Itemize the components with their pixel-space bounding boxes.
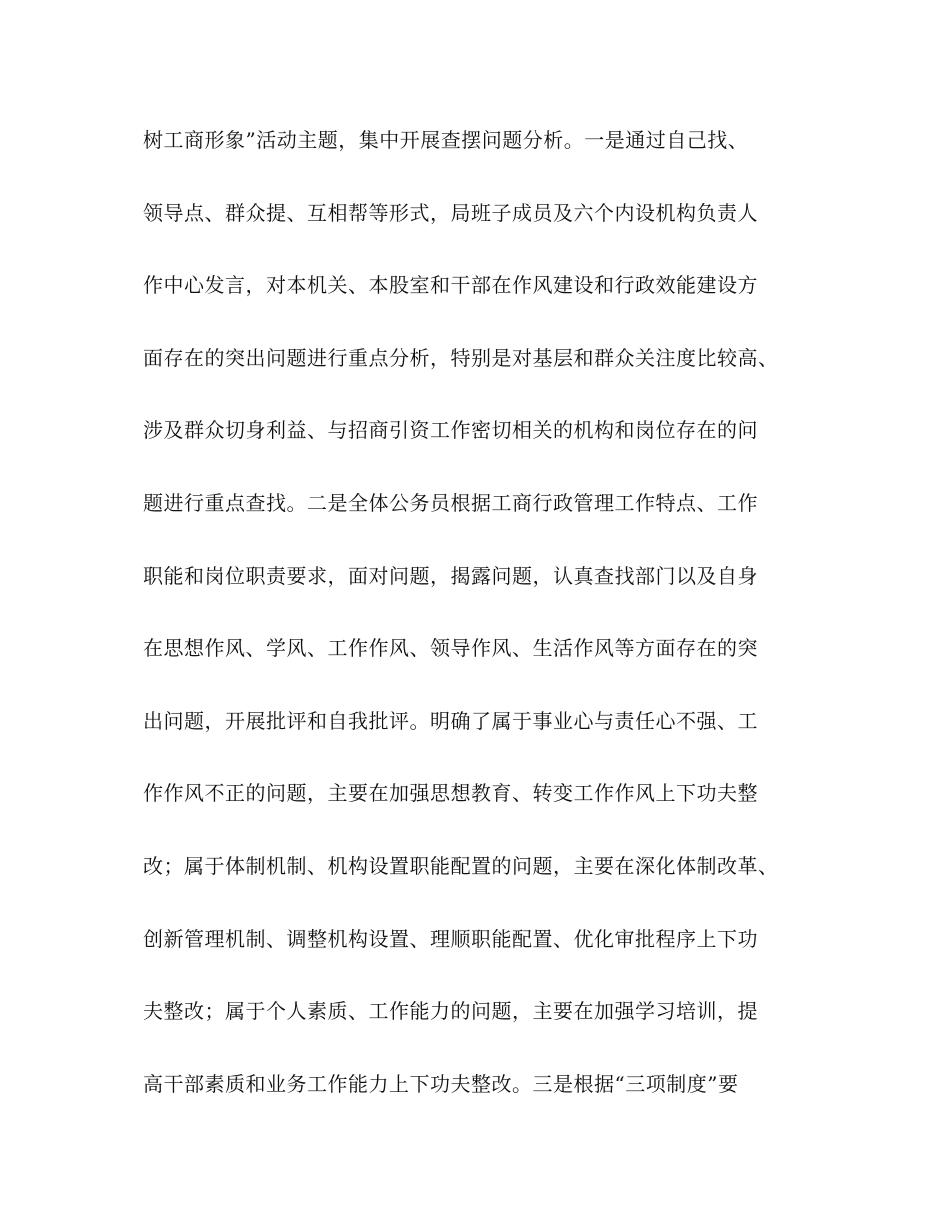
text-line-1: 树工商形象”活动主题，集中开展查摆问题分析。一是通过自己找、 xyxy=(143,128,749,152)
text-line-10: 作作风不正的问题，主要在加强思想教育、转变工作作风上下功夫整 xyxy=(143,781,758,806)
text-line-13: 夫整改；属于个人素质、工作能力的问题，主要在加强学习培训，提 xyxy=(143,999,758,1024)
text-line-6: 题进行重点查找。二是全体公务员根据工商行政管理工作特点、工作 xyxy=(143,490,758,515)
text-line-2: 领导点、群众提、互相帮等形式，局班子成员及六个内设机构负责人 xyxy=(143,200,758,225)
text-line-3: 作中心发言，对本机关、本股室和干部在作风建设和行政效能建设方 xyxy=(143,273,758,298)
text-line-12: 创新管理机制、调整机构设置、理顺职能配置、优化审批程序上下功 xyxy=(143,926,758,951)
text-line-11: 改；属于体制机制、机构设置职能配置的问题，主要在深化体制改革、 xyxy=(143,853,779,878)
text-line-4: 面存在的突出问题进行重点分析，特别是对基层和群众关注度比较高、 xyxy=(143,345,779,370)
text-line-7: 职能和岗位职责要求，面对问题，揭露问题，认真查找部门以及自身 xyxy=(143,563,758,588)
text-line-14: 高干部素质和业务工作能力上下功夫整改。三是根据“三项制度”要 xyxy=(143,1071,739,1096)
text-line-9: 出问题，开展批评和自我批评。明确了属于事业心与责任心不强、工 xyxy=(143,708,758,733)
body-text xyxy=(143,117,823,1133)
text-line-5: 涉及群众切身利益、与招商引资工作密切相关的机构和岗位存在的问 xyxy=(143,418,758,443)
text-line-8: 在思想作风、学风、工作作风、领导作风、生活作风等方面存在的突 xyxy=(143,636,758,661)
